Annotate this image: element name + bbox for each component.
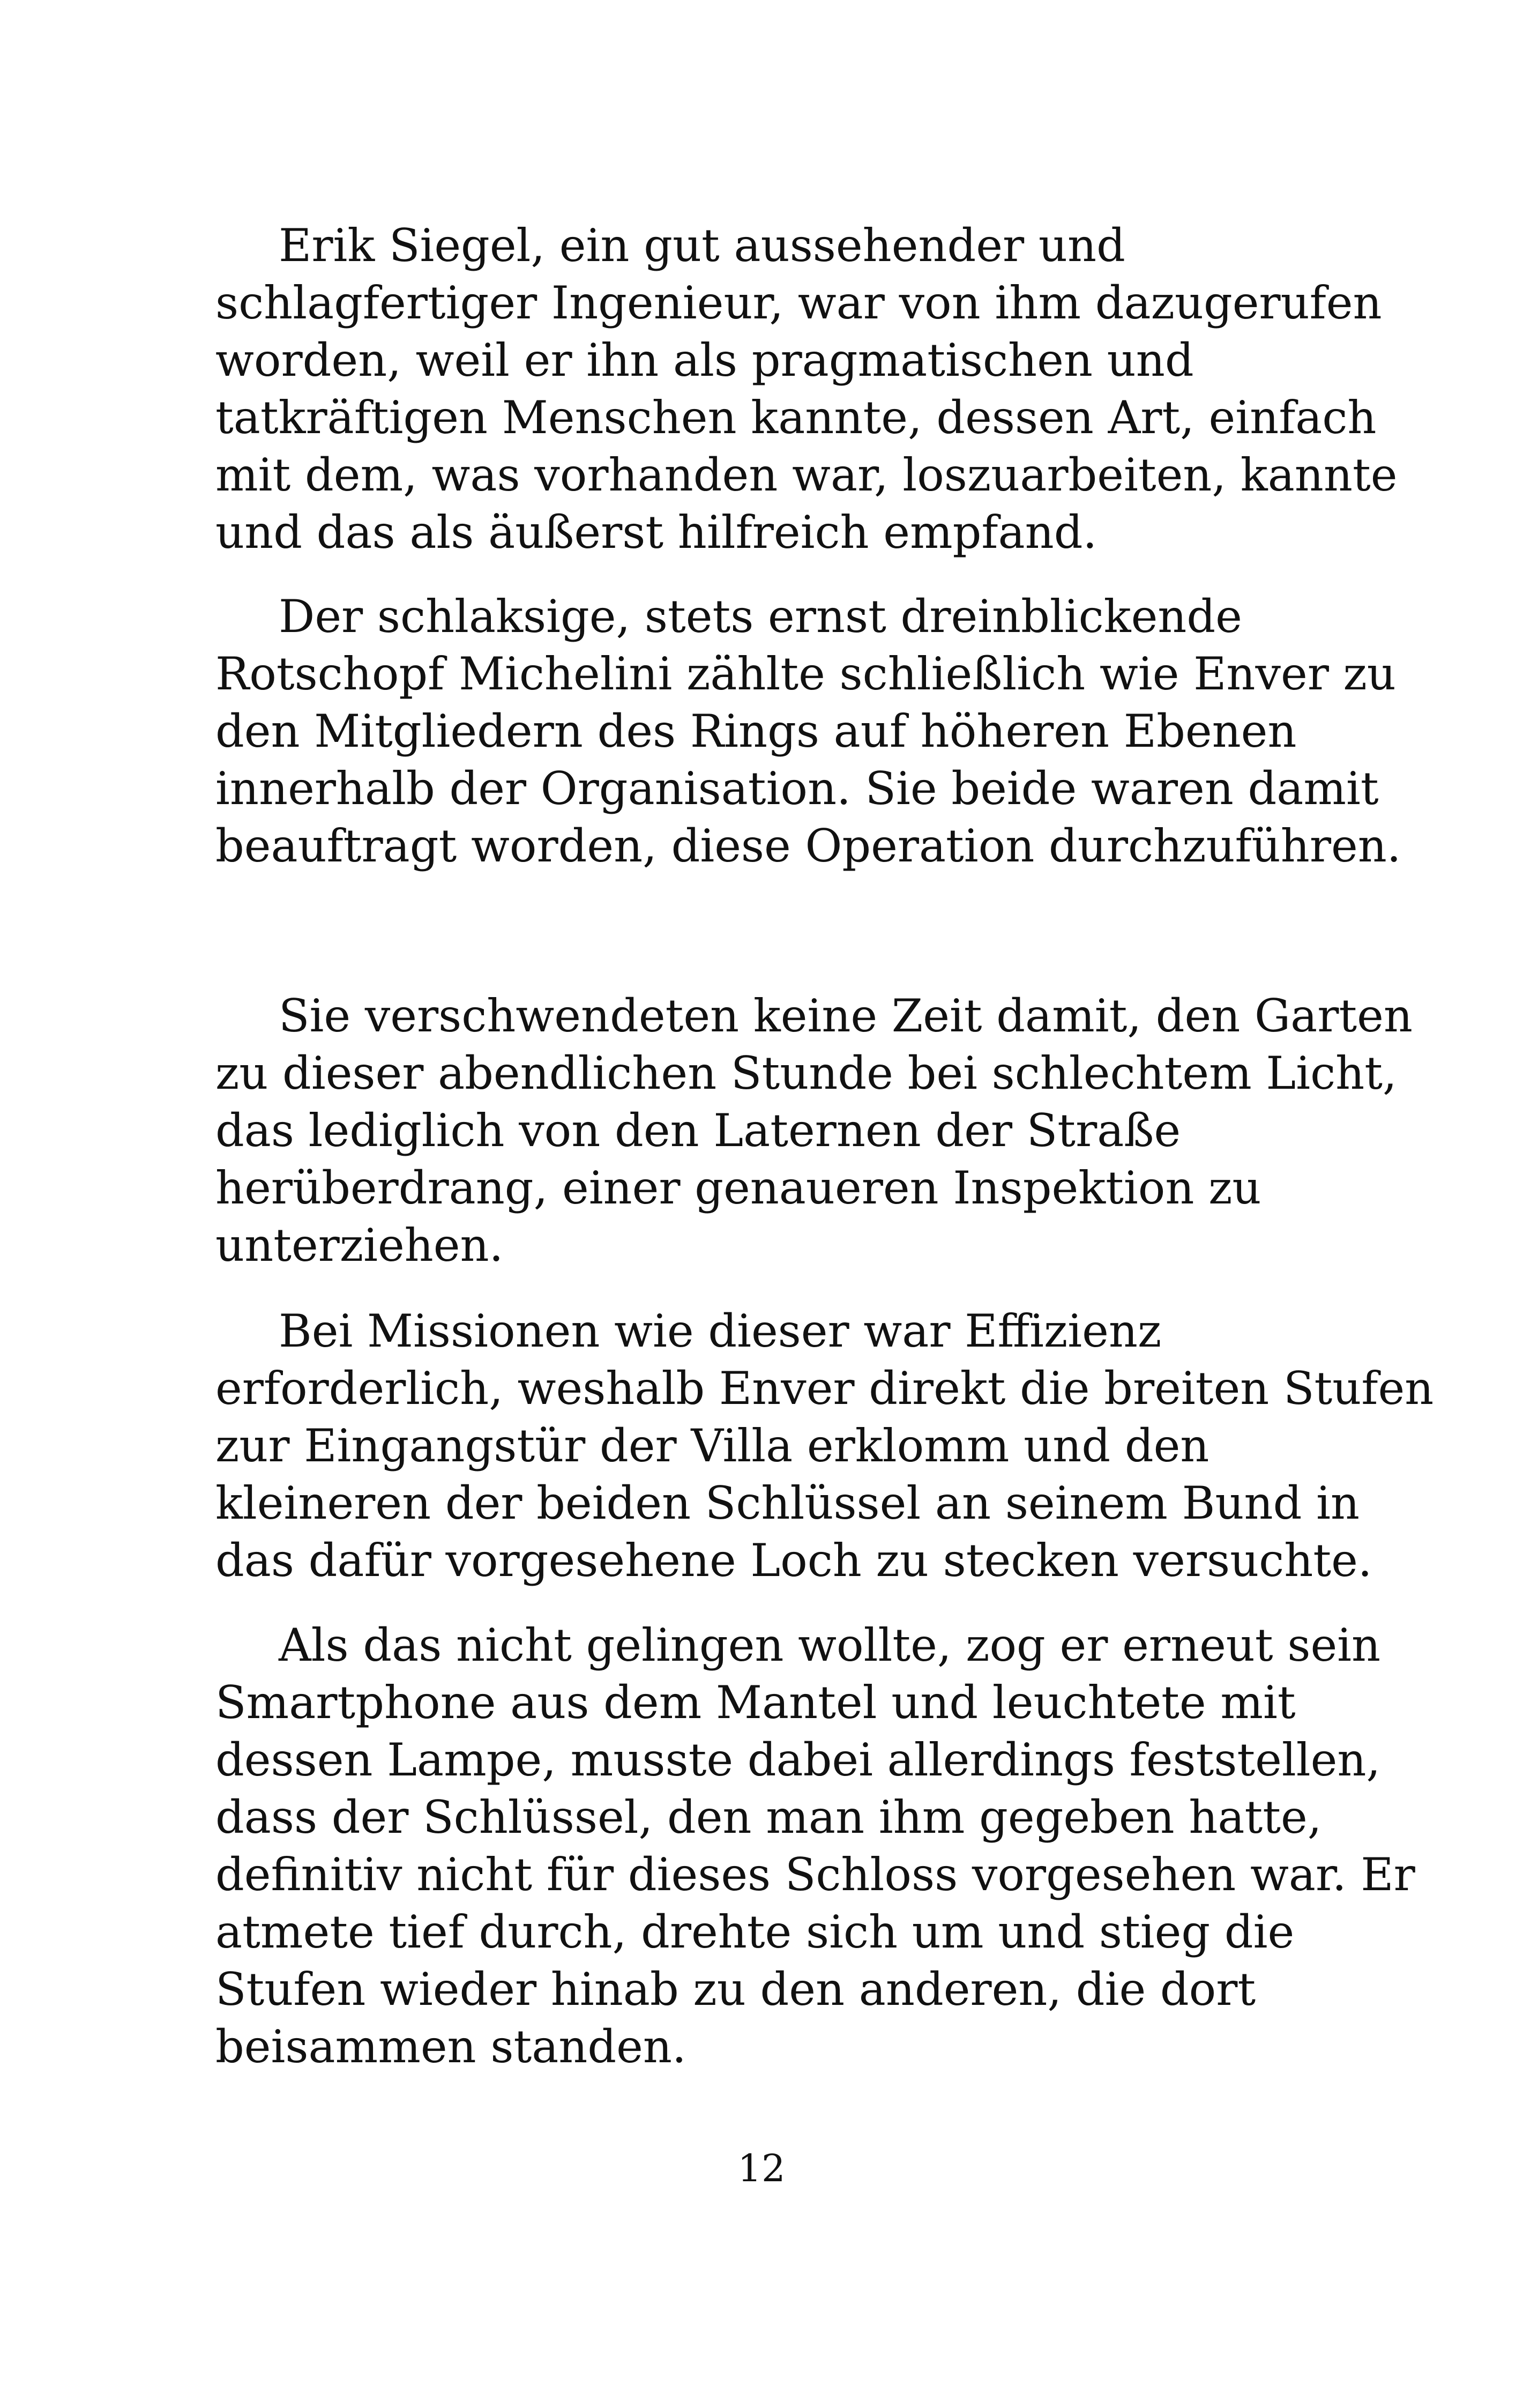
paragraph-line: dass der Schlüssel, den man ihm gegeben hatte, xyxy=(215,1791,1322,1844)
paragraph-5 xyxy=(215,1617,1415,2076)
paragraph-line: zu dieser abendlichen Stunde bei schlechtem Licht, xyxy=(215,1047,1397,1099)
paragraph-line: Rotschopf Michelini zählte schließlich wie Enver zu xyxy=(215,648,1396,700)
paragraph-line: tatkräftigen Menschen kannte, dessen Art, einfach xyxy=(215,391,1377,444)
paragraph-line: Als das nicht gelingen wollte, zog er erneut sein xyxy=(279,1619,1381,1671)
paragraph-line: Der schlaksige, stets ernst dreinblickende xyxy=(279,590,1242,643)
paragraph-line: worden, weil er ihn als pragmatischen und xyxy=(215,334,1194,387)
paragraph-line: atmete tief durch, drehte sich um und stieg die xyxy=(215,1906,1295,1958)
paragraph-4 xyxy=(215,1303,1434,1589)
paragraph-line: zur Eingangstür der Villa erklomm und den xyxy=(215,1419,1210,1472)
paragraph-line: den Mitgliedern des Rings auf höheren Ebenen xyxy=(215,705,1297,757)
paragraph-line: innerhalb der Organisation. Sie beide waren damit xyxy=(215,762,1379,815)
paragraph-line: herüberdrang, einer genaueren Inspektion zu xyxy=(215,1162,1261,1214)
paragraph-line: dessen Lampe, musste dabei allerdings feststellen, xyxy=(215,1734,1381,1786)
paragraph-line: Sie verschwendeten keine Zeit damit, den Garten xyxy=(279,990,1413,1042)
paragraph-line: schlagfertiger Ingenieur, war von ihm dazugerufen xyxy=(215,277,1382,329)
paragraph-line: Smartphone aus dem Mantel und leuchtete mit xyxy=(215,1676,1296,1729)
paragraph-1 xyxy=(215,217,1398,561)
page-number: 12 xyxy=(737,2146,786,2190)
paragraph-line: beauftragt worden, diese Operation durchzuführen. xyxy=(215,820,1401,872)
paragraph-line: mit dem, was vorhanden war, loszuarbeiten, kannte xyxy=(215,449,1398,501)
paragraph-line: kleineren der beiden Schlüssel an seinem Bund in xyxy=(215,1477,1360,1529)
paragraph-3 xyxy=(215,987,1413,1274)
paragraph-line: beisammen standen. xyxy=(215,2020,686,2073)
paragraph-line: und das als äußerst hilfreich empfand. xyxy=(215,506,1098,559)
paragraph-line: definitiv nicht für dieses Schloss vorgesehen war. Er xyxy=(215,1848,1415,1901)
paragraph-line: das dafür vorgesehene Loch zu stecken versuchte. xyxy=(215,1534,1372,1587)
paragraph-line: erforderlich, weshalb Enver direkt die breiten Stufen xyxy=(215,1362,1434,1415)
paragraph-line: das lediglich von den Laternen der Straße xyxy=(215,1104,1181,1157)
paragraph-line: Erik Siegel, ein gut aussehender und xyxy=(279,219,1125,272)
paragraph-line: Stufen wieder hinab zu den anderen, die dort xyxy=(215,1963,1256,2016)
paragraph-line: unterziehen. xyxy=(215,1219,504,1272)
paragraph-2 xyxy=(215,588,1401,875)
paragraph-line: Bei Missionen wie dieser war Effizienz xyxy=(279,1305,1162,1357)
